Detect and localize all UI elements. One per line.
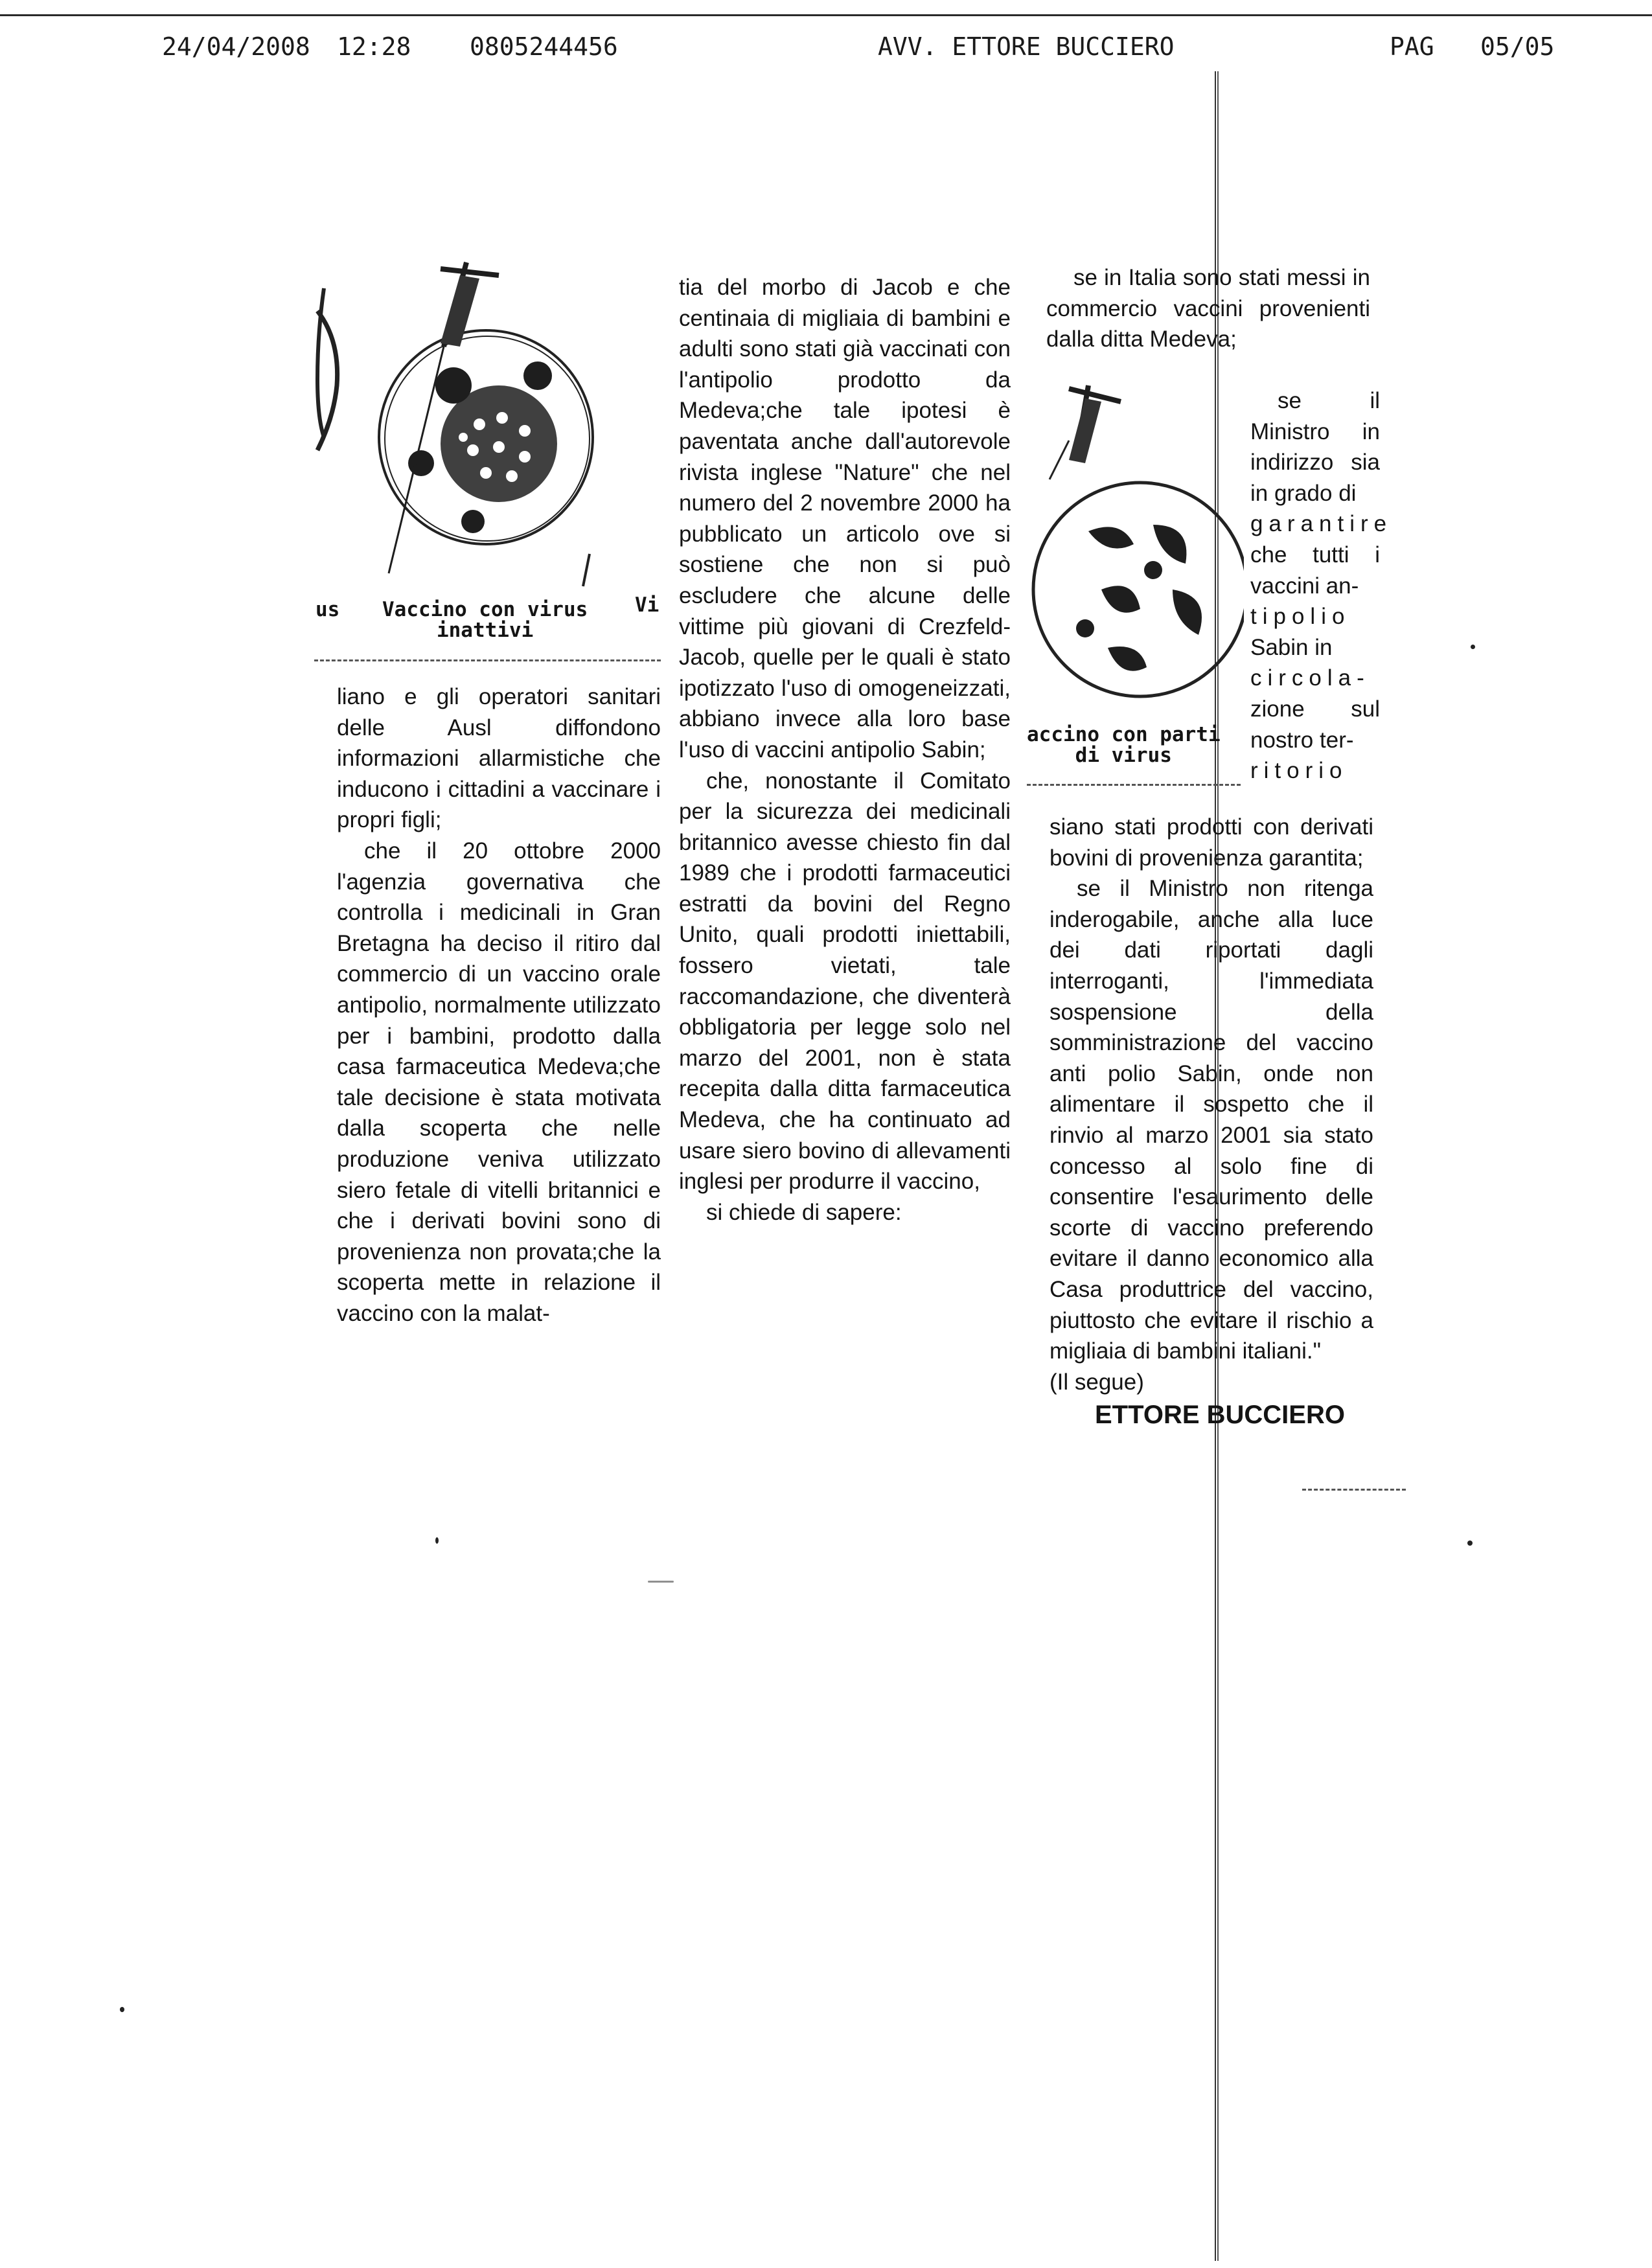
vaccine-parts-illustration xyxy=(1024,376,1244,713)
left-figure-caption xyxy=(382,599,588,641)
column-2 xyxy=(679,272,1011,1228)
fax-page-label: PAG xyxy=(1390,32,1434,61)
fax-time: 12:28 xyxy=(337,32,411,61)
right-caption-line-1: accino con parti xyxy=(1027,723,1221,746)
narrow-line-1: se il Ministro in indirizzo sia in grado di xyxy=(1250,388,1380,506)
fax-top-rule xyxy=(0,14,1652,16)
column-3-paragraph-1: se in Italia sono stati messi in commercio vaccini provenienti dalla ditta Medeva; xyxy=(1046,265,1370,352)
narrow-line-7: zione sul nostro ter- xyxy=(1250,696,1380,753)
left-caption-line-2: inattivi xyxy=(436,619,534,642)
fax-noise-speck xyxy=(1467,1541,1473,1546)
right-edge-fragment: Vi xyxy=(635,593,660,617)
fax-noise-speck xyxy=(1471,645,1475,649)
column-2-paragraph-1: tia del morbo di Jacob e che centinaia di migliaia di bambini e adulti sono stati già vaccinati con l'antipolio prodotto da Medeva;che tale ipotesi è paventata anche dall'autorevole rivista inglese "Nature" che nel numero del 2 novembre 2000 ha pubblicato un articolo ove si sostiene che non si può escludere che alcune delle vittime più giovani di Crezfeld-Jacob, quelle per le quali è stato ipotizzato l'uso di omogeneizzati, abbiano invece alla loro base l'uso di vaccini antipolio Sabin; xyxy=(679,275,1011,762)
column-1-paragraph-2: che il 20 ottobre 2000 l'agenzia governativa che controlla i medicinali in Gran Bretagna ha deciso il ritiro dal commercio di un vaccino orale antipolio, normalmente utilizzato per i bambini, prodotto dalla casa farmaceutica Medeva;che tale decisione è stata motivata dalla scoperta che nelle produzione veniva utilizzato siero fetale di vitelli britannici e che i derivati bovini sono di provenienza non provata;che la scoperta mette in relazione il vaccino con la malat- xyxy=(337,838,661,1326)
column-3-bottom xyxy=(1050,812,1373,1431)
narrow-line-8: ritorio xyxy=(1250,758,1348,784)
narrow-line-4: tipolio xyxy=(1250,604,1351,630)
narrow-line-3: che tutti i vaccini an- xyxy=(1250,542,1380,599)
column-3-top xyxy=(1046,262,1370,355)
right-caption-line-2: di virus xyxy=(1075,744,1172,767)
signature: ETTORE BUCCIERO xyxy=(1095,1401,1345,1430)
fax-sender: AVV. ETTORE BUCCIERO xyxy=(878,32,1175,61)
column-3-paragraph-4: (Il segue) xyxy=(1050,1369,1144,1395)
right-figure-rule xyxy=(1027,784,1241,786)
left-caption-line-1: Vaccino con virus xyxy=(382,598,588,621)
fax-noise-speck xyxy=(120,2007,124,2012)
column-3-paragraph-2: siano stati prodotti con derivati bovini di provenienza garantita; xyxy=(1050,814,1373,871)
left-figure-rule xyxy=(314,659,661,661)
column-3-narrow xyxy=(1250,385,1393,786)
column-1 xyxy=(337,682,661,1329)
fax-header xyxy=(0,32,1652,71)
right-figure-caption xyxy=(1027,724,1221,766)
fax-page-number: 05/05 xyxy=(1480,32,1555,61)
narrow-line-6: circola- xyxy=(1250,665,1370,691)
column-2-paragraph-2: che, nonostante il Comitato per la sicurezza dei medicinali britannico avesse chiesto fin dal 1989 che i prodotti farmaceutici estratti da bovini del Regno Unito, quali prodotti iniettabili, fossero vietati, tale raccomandazione, che diventerà obbligatoria per legge solo nel marzo del 2001, non è stata recepita dalla ditta farmaceutica Medeva, che ha continuato ad usare siero bovino di allevamenti inglesi per produrre il vaccino, xyxy=(679,768,1011,1195)
fax-noise-speck xyxy=(435,1537,439,1544)
fax-date: 24/04/2008 xyxy=(162,32,310,61)
column-1-paragraph-1: liano e gli operatori sanitari delle Ausl diffondono informazioni allarmistiche che inducono i cittadini a vaccinare i propri figli; xyxy=(337,684,661,833)
left-edge-fragment: us xyxy=(315,598,340,621)
fax-noise-smudge xyxy=(648,1581,674,1583)
fax-phone: 0805244456 xyxy=(470,32,618,61)
column-3-paragraph-3: se il Ministro non ritenga inderogabile, anche alla luce dei dati riportati dagli interroganti, l'immediata sospensione della somministrazione del vaccino anti polio Sabin, onde non alimentare il sospetto che il rinvio al marzo 2001 sia stato concesso al solo fine di consentire l'esaurimento delle scorte di vaccino preferendo evitare il danno economico alla Casa produttrice del vaccino, piuttosto che evitare il rischio a migliaia di bambini italiani." xyxy=(1050,876,1373,1364)
narrow-line-5: Sabin in xyxy=(1250,634,1333,660)
syringe-virus-illustration xyxy=(311,249,661,599)
end-rule xyxy=(1302,1489,1406,1491)
column-2-paragraph-3: si chiede di sapere: xyxy=(706,1199,902,1225)
narrow-line-2: garantire xyxy=(1250,511,1393,537)
